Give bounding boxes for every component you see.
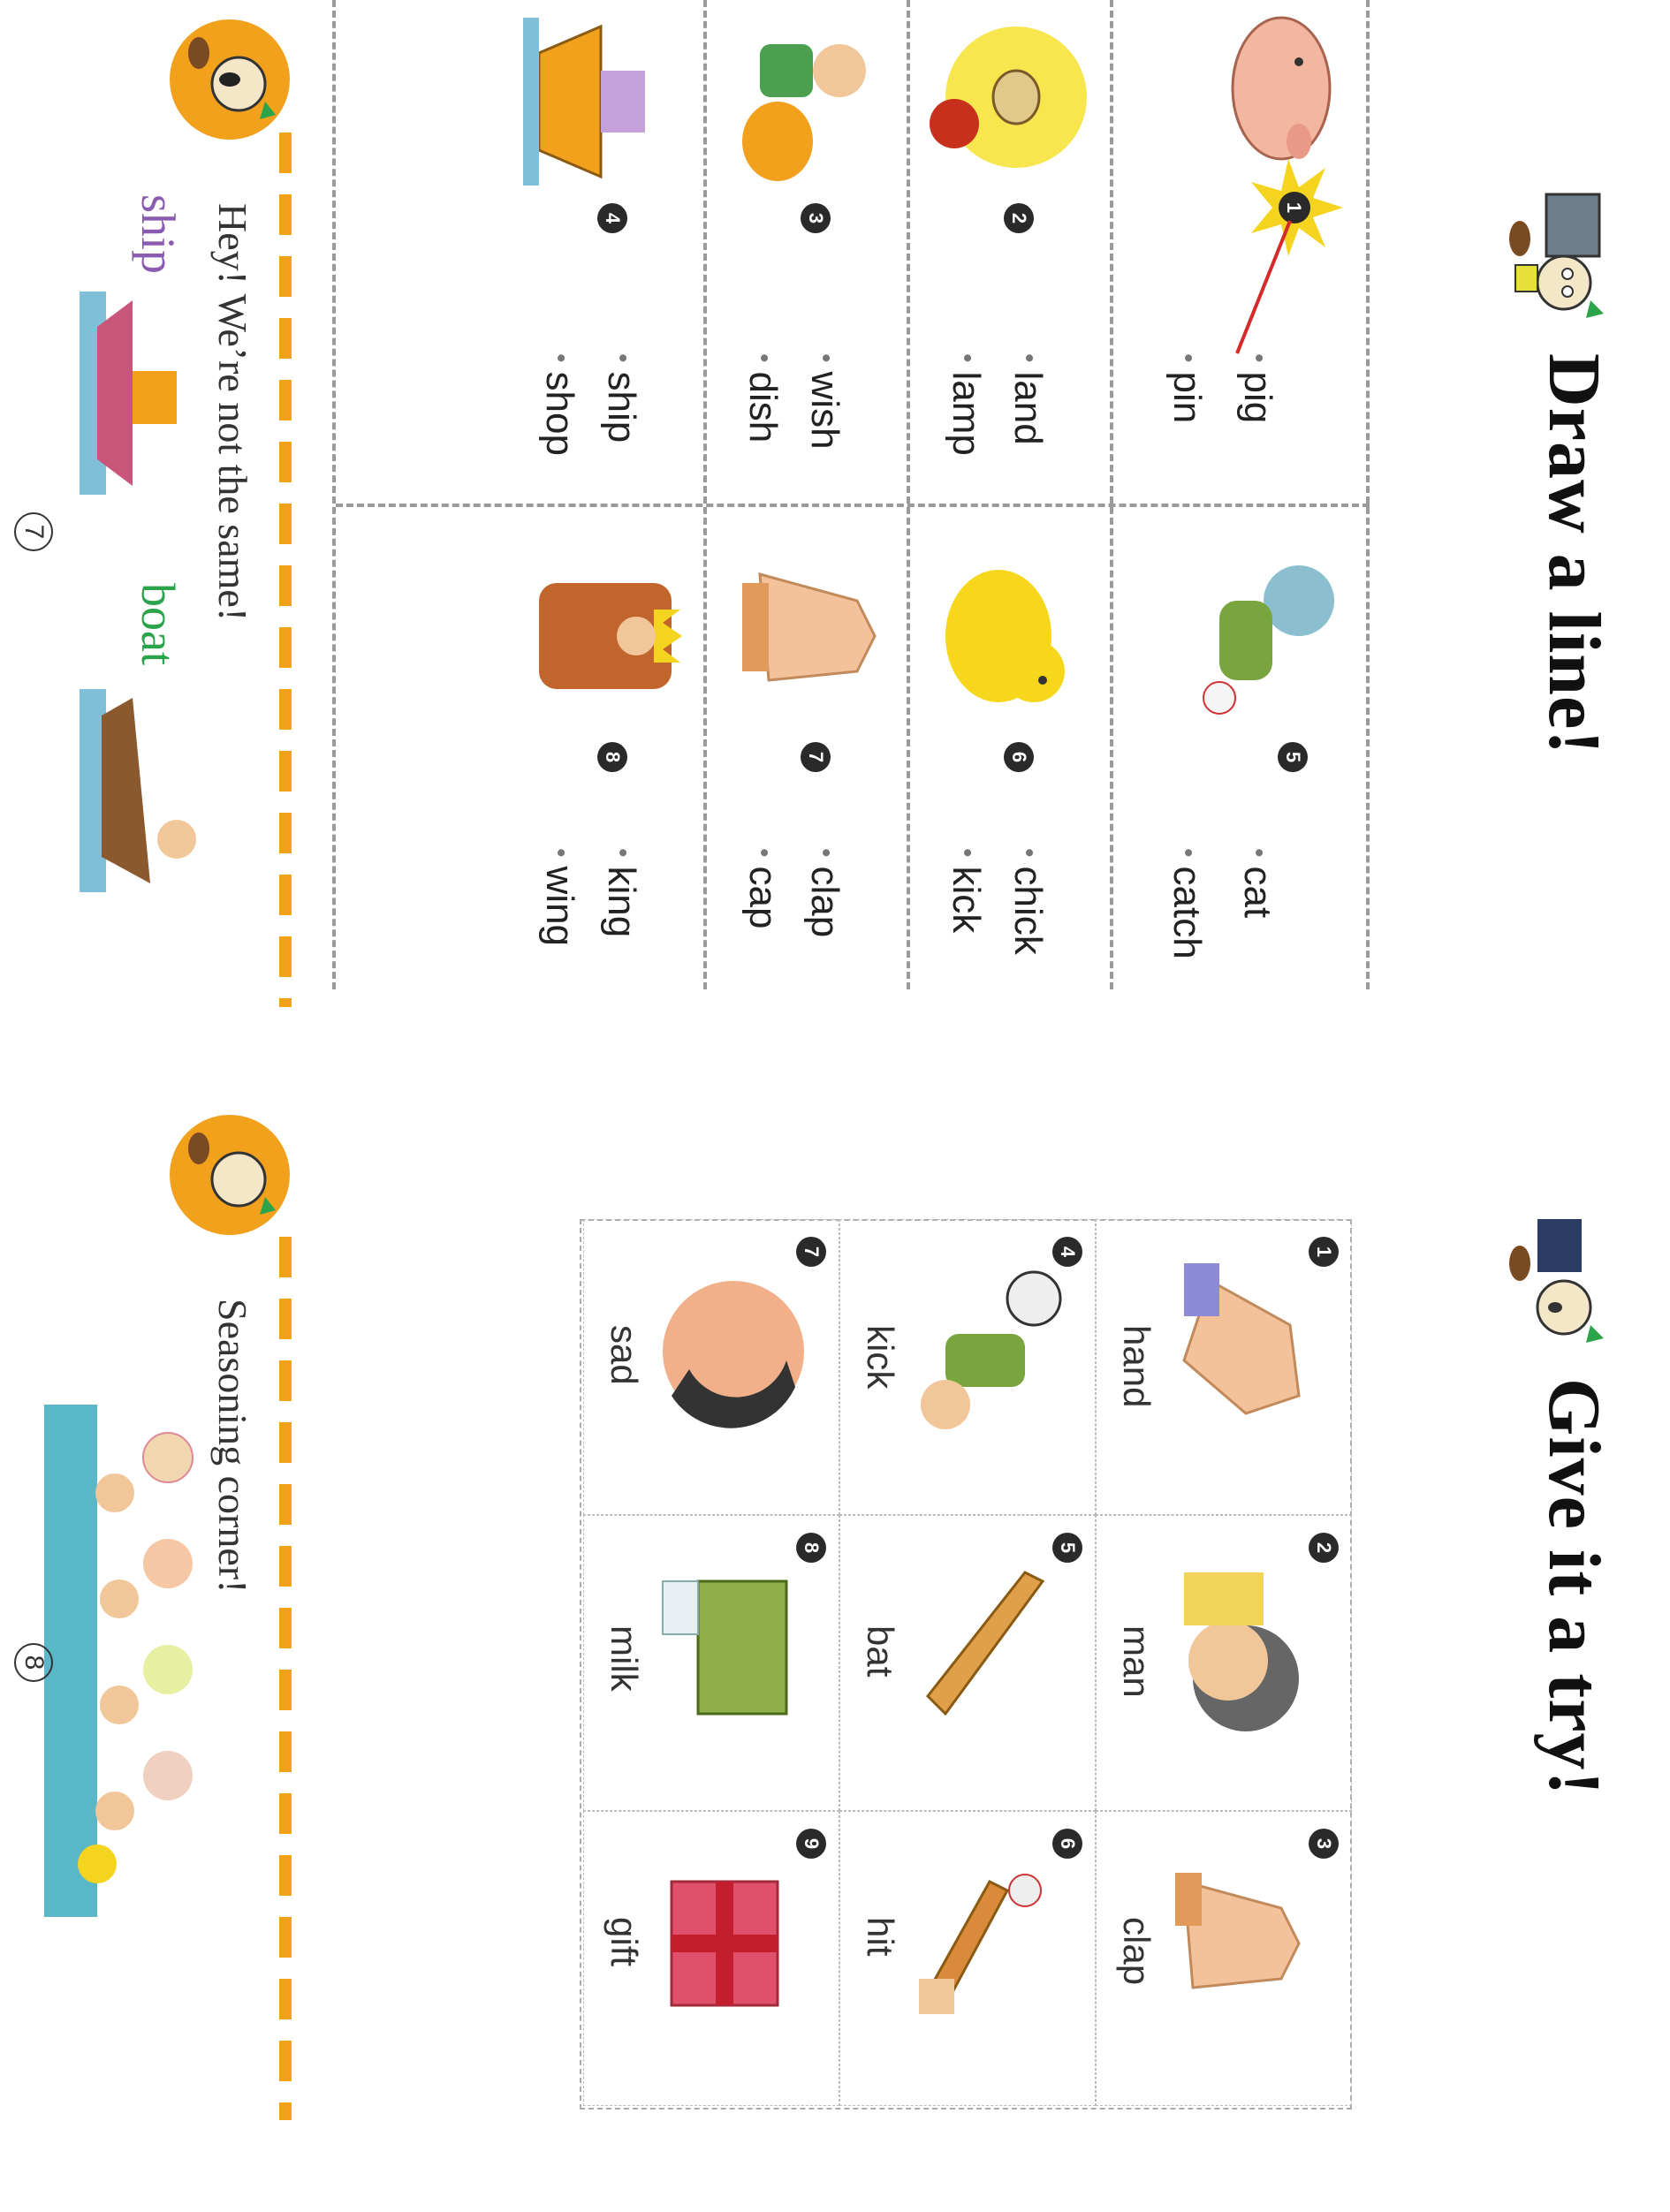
grid-top-border — [1366, 0, 1370, 989]
clap-icon — [1166, 1855, 1317, 2032]
word-ship[interactable]: • ship — [598, 353, 645, 443]
page-title: Draw a line! — [1533, 353, 1615, 756]
pair-number-badge: 7 — [801, 742, 831, 772]
word-pig[interactable]: • pig — [1234, 353, 1281, 423]
word-king[interactable]: • king — [598, 848, 645, 937]
page-number: 8 — [14, 1643, 53, 1682]
cell-number-badge: 9 — [796, 1829, 826, 1859]
boy-wishing-icon — [725, 18, 892, 186]
pair-number-badge: 8 — [597, 742, 627, 772]
word-chick[interactable]: • chick — [1005, 848, 1051, 955]
word-dish[interactable]: • dish — [740, 353, 786, 443]
cell-number-badge: 1 — [1309, 1237, 1339, 1267]
gift-icon — [654, 1855, 804, 2032]
mascot-laptop-icon — [1502, 1210, 1617, 1360]
word-kick[interactable]: • kick — [943, 848, 990, 933]
row-divider — [907, 0, 910, 989]
cell-label: sad — [603, 1325, 645, 1385]
column-divider — [336, 504, 1370, 507]
pair-number-badge: 3 — [801, 203, 831, 233]
word-wish[interactable]: • wish — [801, 353, 848, 450]
chick-icon — [928, 548, 1096, 724]
orange-dashed-divider — [279, 133, 292, 1007]
word-cap[interactable]: • cap — [740, 848, 786, 928]
mascot-orange-circle — [168, 1113, 292, 1237]
tip-word-boat: boat — [132, 583, 185, 665]
word-clap[interactable]: • clap — [801, 848, 848, 937]
grid-bottom-border — [332, 0, 336, 989]
pair-number-badge: 4 — [597, 203, 627, 233]
cell-number-badge: 2 — [1309, 1533, 1339, 1563]
word-cat[interactable]: • cat — [1234, 848, 1281, 918]
tip-text: Seasoning corner! — [210, 1299, 255, 1594]
word-wing[interactable]: • wing — [536, 848, 583, 946]
kick-icon — [910, 1263, 1069, 1440]
pair-number-badge: 6 — [1004, 742, 1034, 772]
cell-number-badge: 8 — [796, 1533, 826, 1563]
cell-label: milk — [603, 1625, 645, 1692]
word-lamp[interactable]: • lamp — [943, 353, 990, 456]
left-page — [0, 0, 1670, 1104]
row-divider — [703, 0, 707, 989]
man-icon — [1166, 1564, 1317, 1740]
cell-label: hand — [1116, 1325, 1158, 1408]
hit-icon — [910, 1855, 1060, 2032]
mascot-box-icon — [1502, 186, 1617, 327]
page-title: Give it a try! — [1533, 1378, 1615, 1797]
boat-small-icon — [71, 689, 212, 892]
ship-icon — [521, 18, 689, 186]
cell-label: hit — [860, 1917, 901, 1957]
word-shop[interactable]: • shop — [536, 353, 583, 456]
page-number: 7 — [14, 512, 53, 551]
pig-icon — [1211, 9, 1352, 168]
pair-number-badge: 2 — [1004, 203, 1034, 233]
mascot-orange-circle — [168, 18, 292, 141]
cell-number-badge: 3 — [1309, 1829, 1339, 1859]
cell-number-badge: 4 — [1052, 1237, 1082, 1267]
king-icon — [521, 548, 689, 724]
family-dinner-icon — [35, 1405, 203, 1917]
clap-hands-icon — [725, 548, 892, 724]
row-divider — [1110, 0, 1113, 989]
tip-text: Hey! We’re not the same! — [210, 203, 255, 622]
bat-icon — [910, 1564, 1060, 1740]
hand-icon — [1166, 1263, 1317, 1431]
word-land[interactable]: • land — [1005, 353, 1051, 445]
lamp-icon — [928, 18, 1096, 177]
svg-text:1: 1 — [1283, 201, 1305, 214]
word-catch[interactable]: • catch — [1164, 848, 1211, 959]
pair-number-badge: 5 — [1278, 742, 1308, 772]
cell-label: bat — [860, 1625, 901, 1678]
cell-number-badge: 6 — [1052, 1829, 1082, 1859]
cell-number-badge: 5 — [1052, 1533, 1082, 1563]
cell-number-badge: 7 — [796, 1237, 826, 1267]
tip-word-ship: ship — [132, 194, 185, 275]
example-line — [1219, 212, 1325, 362]
right-page — [0, 1104, 1670, 2212]
sad-face-icon — [654, 1263, 813, 1440]
cell-label: man — [1116, 1625, 1158, 1698]
baseball-catcher-icon — [1175, 548, 1352, 724]
word-pin[interactable]: • pin — [1164, 353, 1211, 423]
cell-label: clap — [1116, 1917, 1158, 1986]
ship-small-icon — [71, 292, 203, 495]
cell-label: kick — [860, 1325, 901, 1390]
orange-dashed-divider — [279, 1237, 292, 2120]
milk-icon — [654, 1564, 804, 1740]
cell-label: gift — [603, 1917, 645, 1967]
